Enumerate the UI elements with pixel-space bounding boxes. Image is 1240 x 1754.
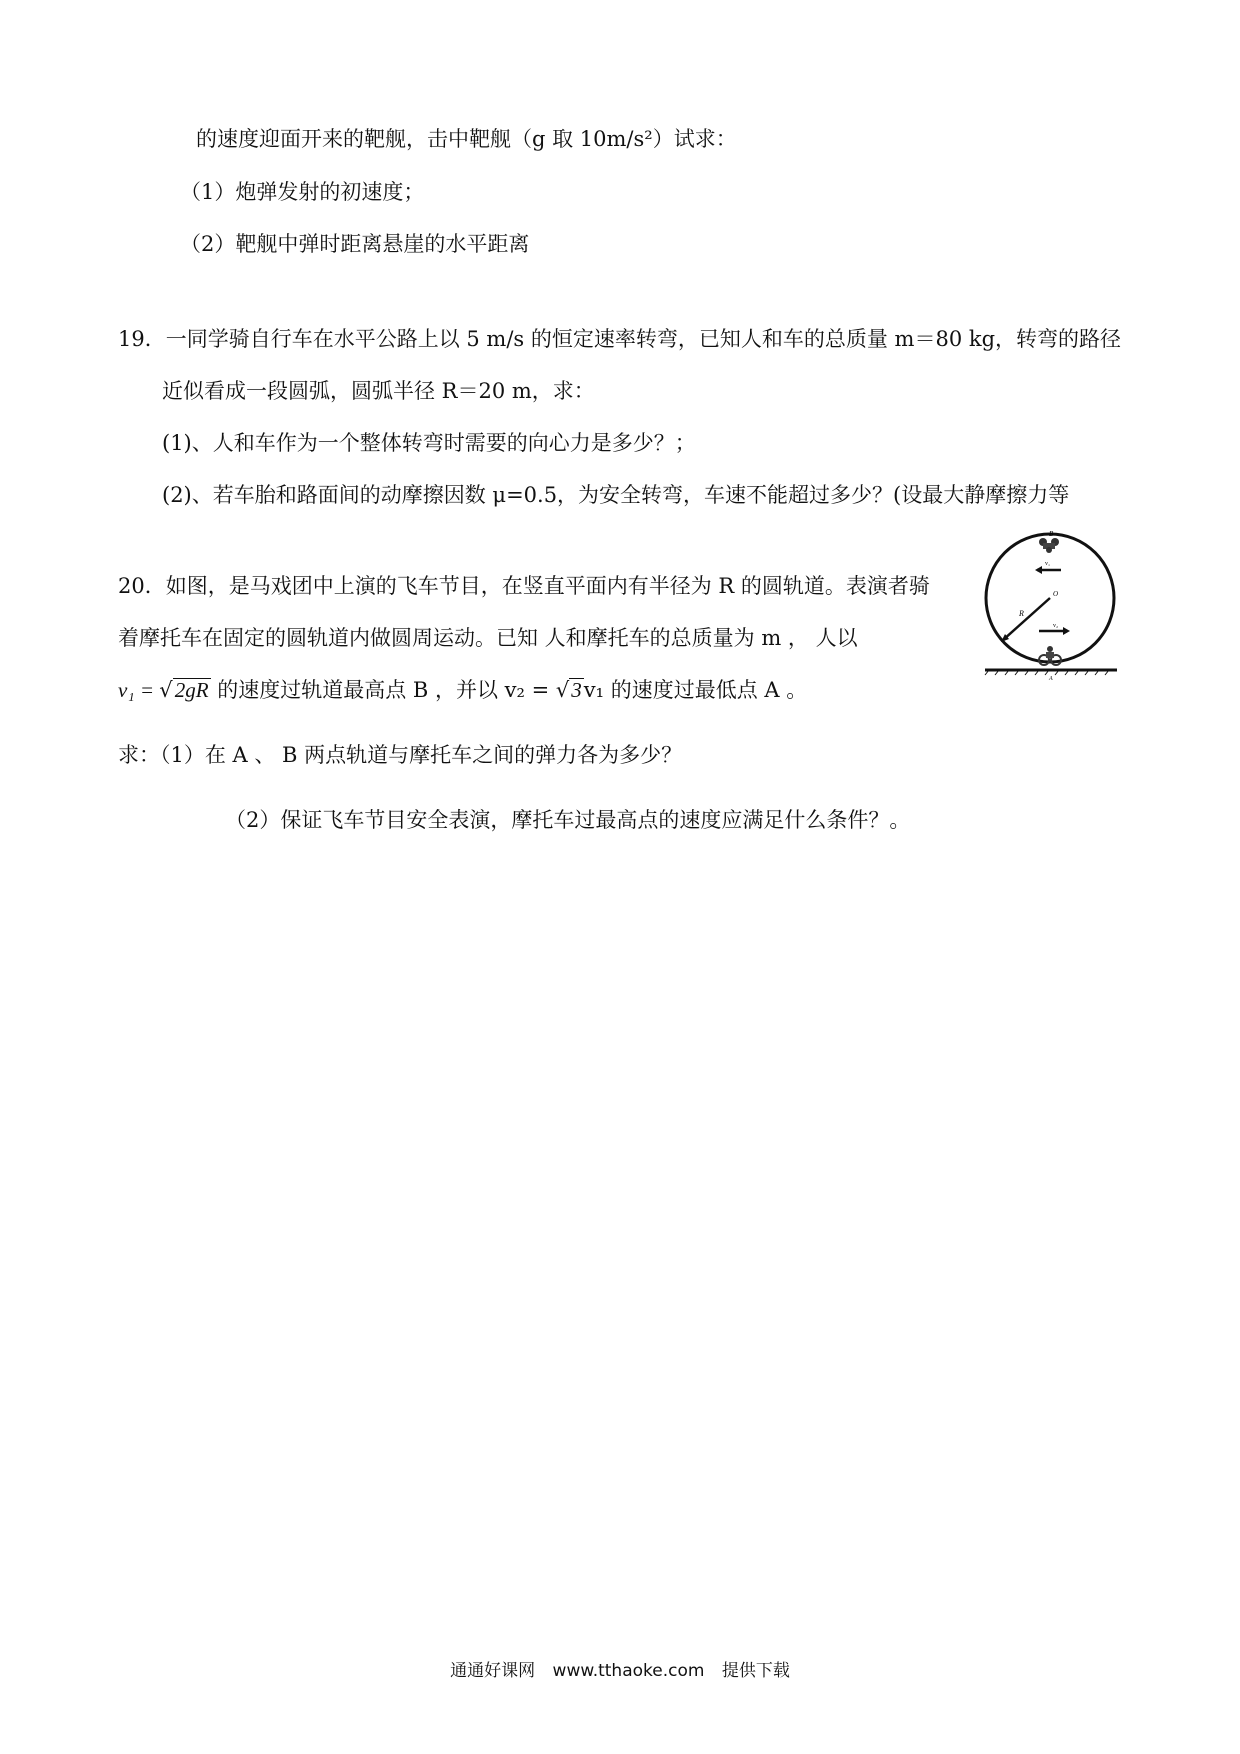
label-v2: v₂ xyxy=(1053,623,1059,629)
label-v1: v₁ xyxy=(1045,561,1051,567)
q20-line2: 着摩托车在固定的圆轨道内做圆周运动。已知 人和摩托车的总质量为 m ， 人以 xyxy=(118,626,858,650)
rider-top-icon xyxy=(1039,538,1059,553)
footer-url[interactable]: www.tthaoke.com xyxy=(552,1661,705,1681)
q20-line1: 20．如图，是马戏团中上演的飞车节目，在竖直平面内有半径为 R 的圆轨道。表演者骑 xyxy=(118,574,930,598)
footer-note: 提供下载 xyxy=(721,1661,790,1681)
sqrt-sign-1: √ xyxy=(159,678,173,702)
q20-line3-end: v₁ 的速度过最低点 A 。 xyxy=(583,678,808,702)
q19-part2: (2)、若车胎和路面间的动摩擦因数 μ=0.5，为安全转弯，车速不能超过多少？(设最大静摩擦力等 xyxy=(162,483,1070,507)
footer-site-name: 通通好课网 xyxy=(450,1661,536,1681)
label-A: A xyxy=(1049,676,1053,682)
q20-v1-eq: v₁ = xyxy=(118,678,160,702)
v1-arrowhead xyxy=(1035,566,1042,574)
q18-part2: （2）靶舰中弹时距离悬崖的水平距离 xyxy=(180,232,530,256)
label-O: O xyxy=(1053,590,1059,598)
label-B: B xyxy=(1049,530,1054,538)
label-R: R xyxy=(1019,609,1024,618)
sqrt-3: 3 xyxy=(571,678,582,702)
q19-line1: 19．一同学骑自行车在水平公路上以 5 m/s 的恒定速率转弯，已知人和车的总质量 m＝80 kg，转弯的路径 xyxy=(118,327,1122,351)
sqrt-sign-2: √ xyxy=(555,678,570,702)
sqrt-2gR: 2gR xyxy=(174,678,209,702)
q20-line3 xyxy=(118,676,807,704)
q18-line1: 的速度迎面开来的靶舰，击中靶舰（g 取 10m/s²）试求： xyxy=(196,127,737,151)
q19-line2: 近似看成一段圆弧，圆弧半径 R＝20 m，求： xyxy=(162,379,595,403)
q19-part1: (1)、人和车作为一个整体转弯时需要的向心力是多少？； xyxy=(162,431,696,455)
q18-part1: （1）炮弹发射的初速度； xyxy=(180,180,425,204)
q20-ask2: （2）保证飞车节目安全表演，摩托车过最高点的速度应满足什么条件？。 xyxy=(225,808,911,832)
q20-line3-mid: 的速度过轨道最高点 B ，并以 v₂ = xyxy=(210,678,556,702)
v2-arrowhead xyxy=(1063,627,1070,635)
q20-ask1: 求：（1）在 A 、 B 两点轨道与摩托车之间的弹力各为多少？ xyxy=(118,743,683,767)
page-footer xyxy=(0,1656,1240,1681)
loop-track-figure xyxy=(975,528,1125,682)
radius-line xyxy=(1003,598,1050,640)
